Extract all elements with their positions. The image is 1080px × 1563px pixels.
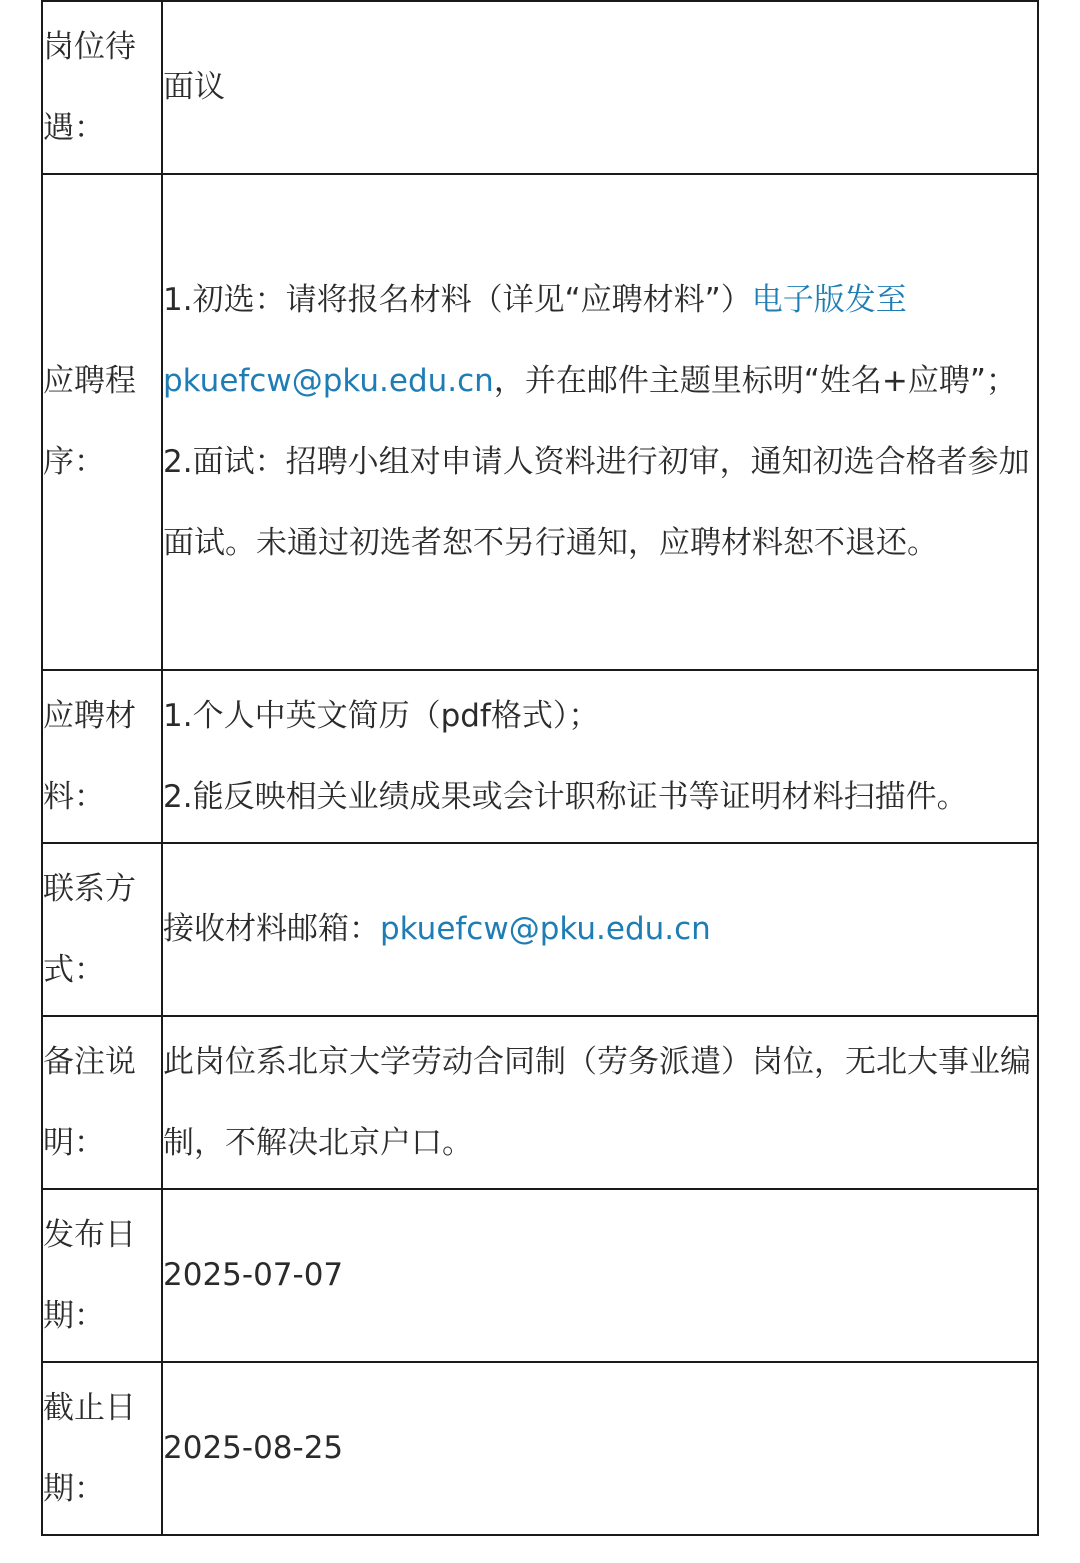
contact-text: 接收材料邮箱： xyxy=(163,911,380,947)
email-link[interactable]: 电子版发至pkuefcw@pku.edu.cn xyxy=(163,282,907,399)
row-procedure xyxy=(42,174,1038,670)
row-salary xyxy=(42,1,1038,174)
row-notes xyxy=(42,1016,1038,1189)
row-label: 备注说明： xyxy=(42,1016,162,1189)
row-label: 联系方式： xyxy=(42,843,162,1016)
material-item-1: 1.个人中英文简历（pdf格式）； xyxy=(163,697,600,734)
row-value: 2025-08-25 xyxy=(162,1362,1038,1535)
row-label: 截止日期： xyxy=(42,1362,162,1535)
row-value xyxy=(162,843,1038,1016)
row-value: 面议 xyxy=(162,1,1038,174)
row-label: 岗位待遇： xyxy=(42,1,162,174)
row-materials xyxy=(42,670,1038,843)
row-deadline xyxy=(42,1362,1038,1535)
material-item-2: 2.能反映相关业绩成果或会计职称证书等证明材料扫描件。 xyxy=(163,778,968,815)
row-value xyxy=(162,670,1038,843)
step-1-text: 1.初选：请将报名材料（详见“应聘材料”） xyxy=(163,282,752,318)
row-label: 发布日期： xyxy=(42,1189,162,1362)
row-label: 应聘材料： xyxy=(42,670,162,843)
row-label: 应聘程序： xyxy=(42,174,162,670)
contact-email-link[interactable]: pkuefcw@pku.edu.cn xyxy=(380,911,711,947)
procedure-step-2: 2.面试：招聘小组对申请人资料进行初审，通知初选合格者参加面试。未通过初选者恕不另行通知，应聘材料恕不退还。 xyxy=(163,444,1030,561)
row-value: 2025-07-07 xyxy=(162,1189,1038,1362)
procedure-step-1 xyxy=(163,260,1037,422)
row-value xyxy=(162,174,1038,670)
row-value: 此岗位系北京大学劳动合同制（劳务派遣）岗位，无北大事业编制，不解决北京户口。 xyxy=(162,1016,1038,1189)
job-info-table xyxy=(41,0,1039,1536)
row-publish-date xyxy=(42,1189,1038,1362)
row-contact xyxy=(42,843,1038,1016)
step-1-tail: ，并在邮件主题里标明“姓名+应聘”； xyxy=(493,363,1017,399)
